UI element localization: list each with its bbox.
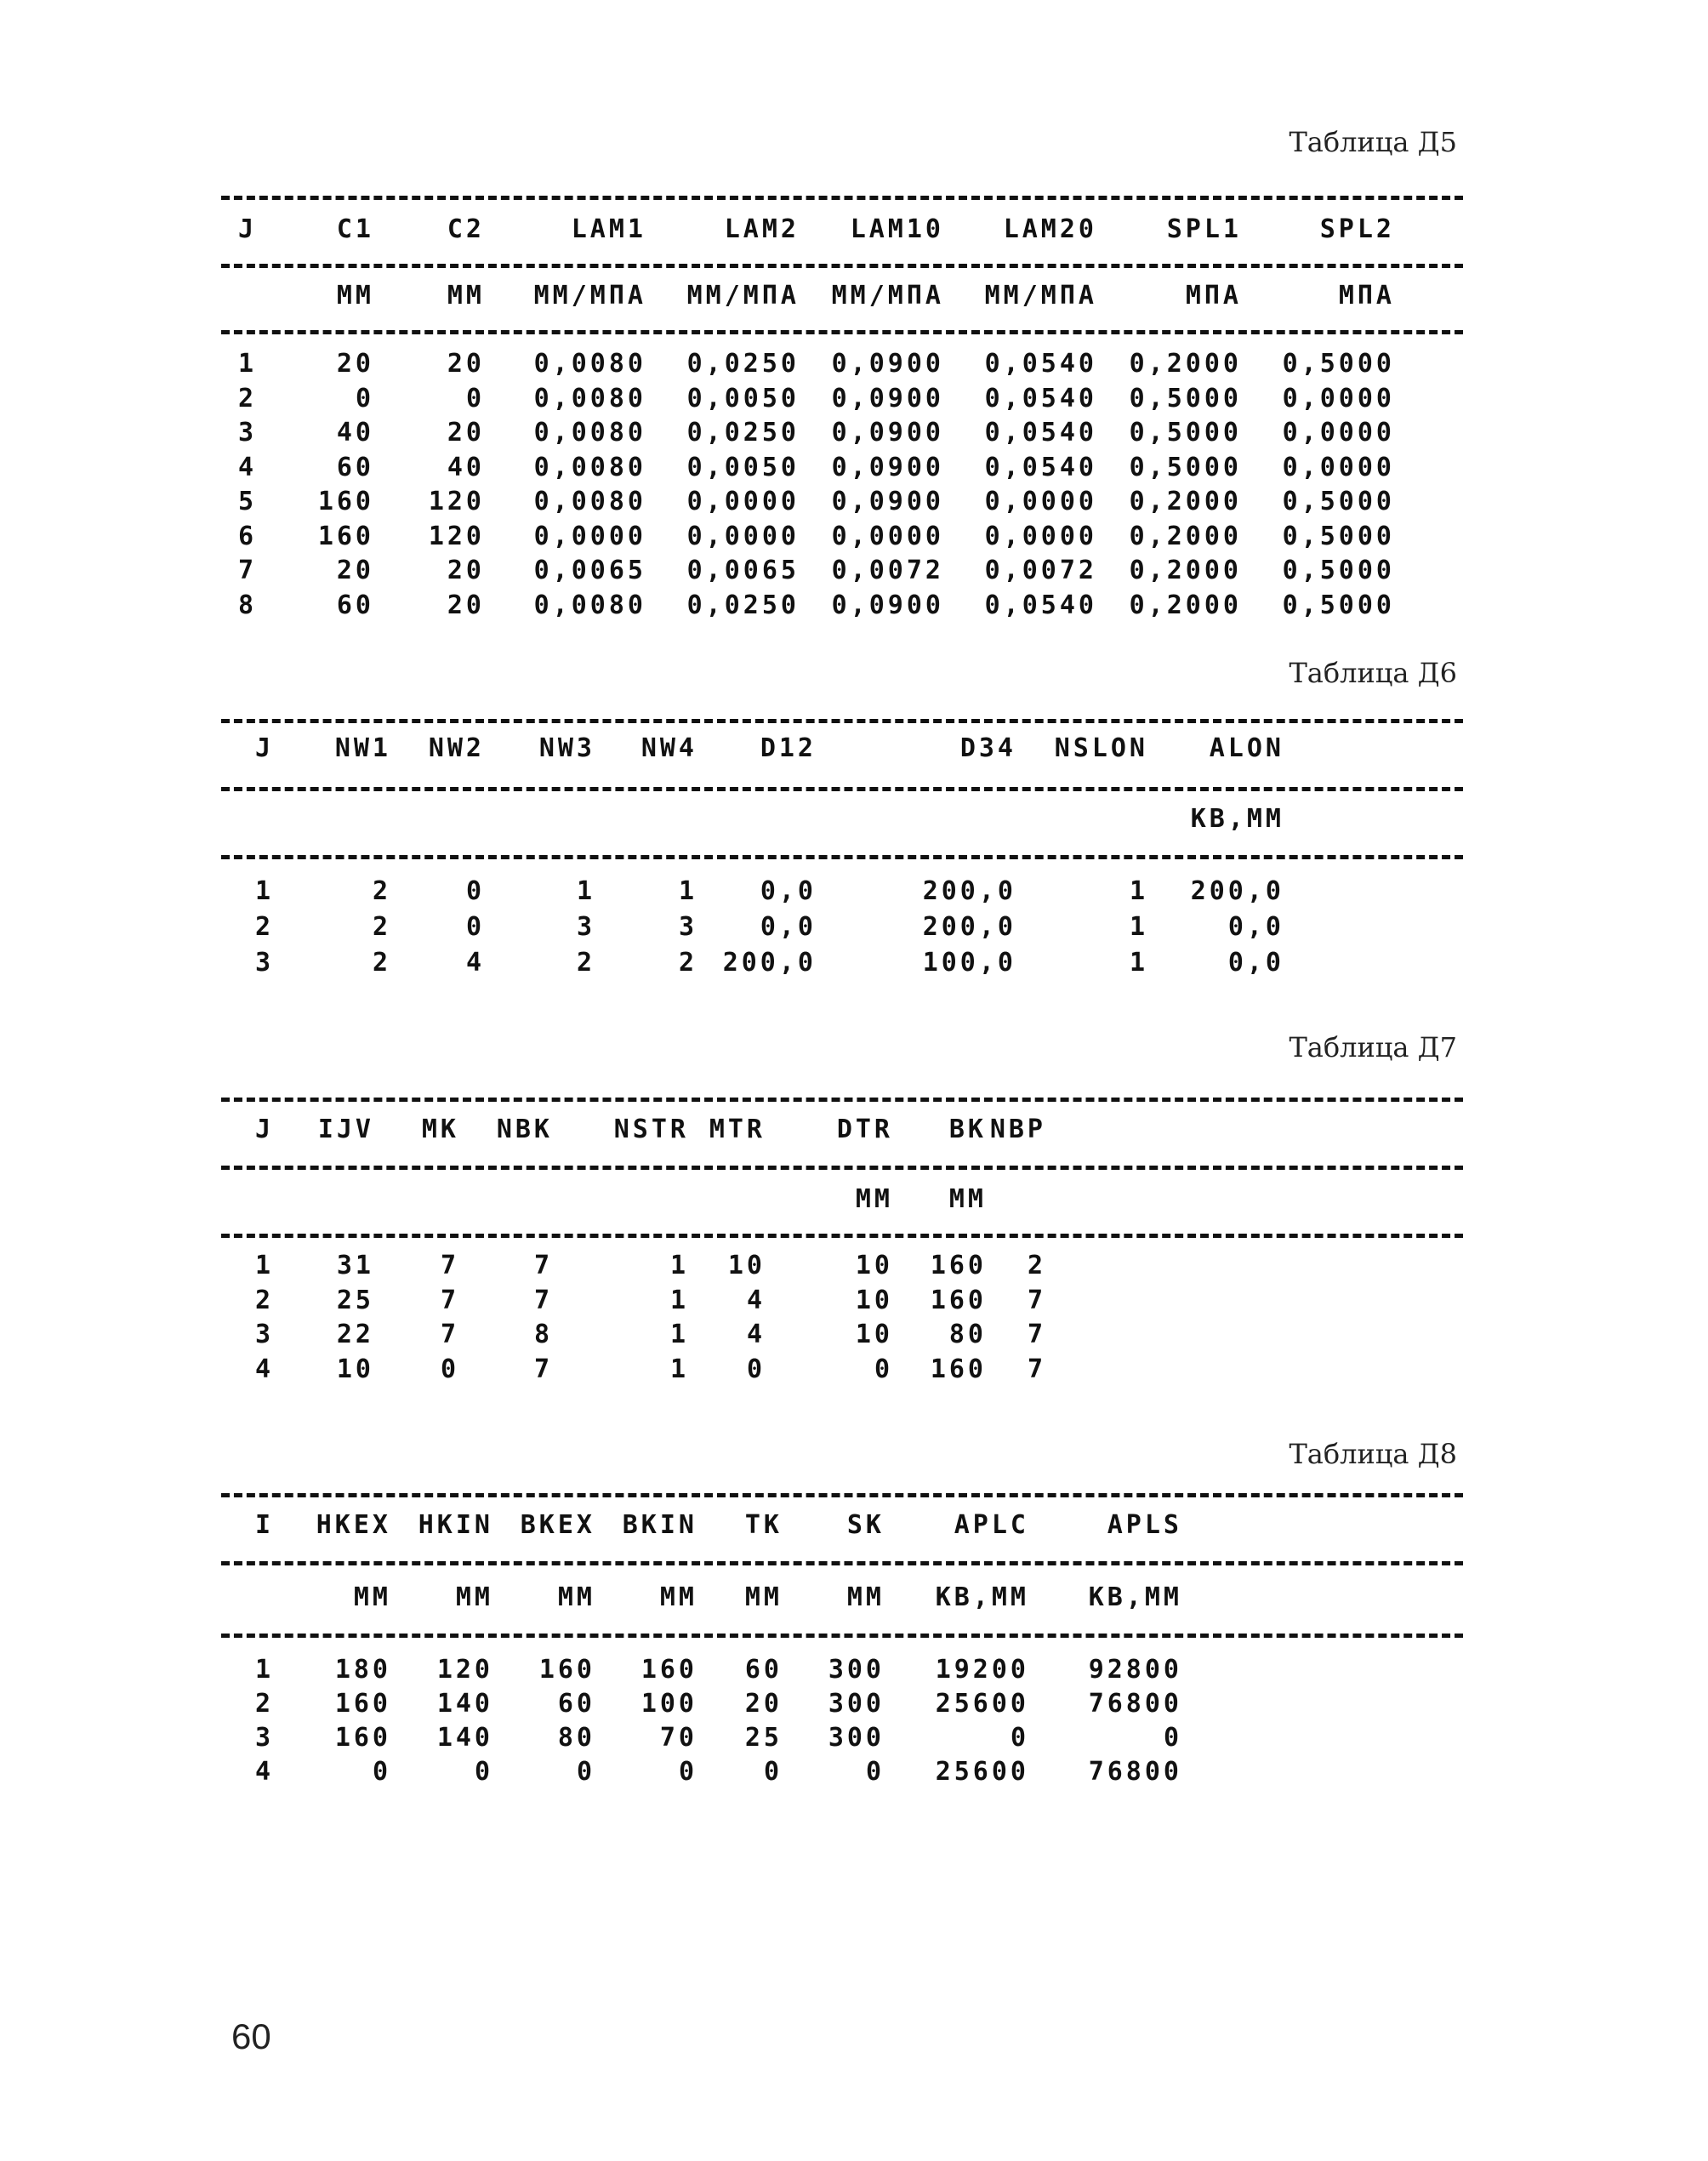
table-cell: 20: [447, 556, 485, 585]
column-unit: КВ,ММ: [1190, 804, 1284, 834]
table-cell: 0,0072: [984, 556, 1097, 585]
table-cell: 7: [440, 1320, 459, 1349]
row-index: 4: [255, 1757, 275, 1787]
table-cell: 0,0540: [984, 418, 1097, 448]
table-cell: 0: [465, 876, 485, 906]
table-cell: 31: [336, 1251, 374, 1280]
table-cell: 160: [930, 1354, 987, 1384]
column-header: BK: [948, 1115, 987, 1144]
table-cell: 0,0250: [686, 590, 800, 620]
table-cell: 0,0540: [984, 383, 1097, 413]
column-unit: ММ/МПА: [984, 281, 1097, 311]
table-cell: 4: [746, 1285, 766, 1315]
table-cell: 0,0080: [533, 349, 646, 379]
table-cell: 0,5000: [1282, 556, 1395, 585]
table-cell: 20: [336, 556, 374, 585]
table-cell: 0,2000: [1129, 556, 1242, 585]
column-header: APLS: [1107, 1510, 1182, 1540]
table-cell: 0,2000: [1129, 349, 1242, 379]
table-cell: 200,0: [922, 876, 1016, 906]
column-unit: ММ/МПА: [686, 281, 800, 311]
row-index: 8: [238, 590, 258, 620]
table-cell: 0,0: [1227, 948, 1284, 978]
table-cell: 160: [334, 1723, 391, 1753]
column-header: TK: [744, 1510, 783, 1540]
column-unit: КВ,ММ: [1088, 1582, 1182, 1612]
table-cell: 300: [828, 1723, 885, 1753]
column-header: DTR: [836, 1115, 893, 1144]
table-cell: 8: [533, 1320, 553, 1349]
column-header: NBP: [989, 1115, 1046, 1144]
column-header: D12: [760, 733, 817, 763]
column-header: NW2: [428, 733, 485, 763]
table-cell: 0: [576, 1757, 595, 1787]
table-cell: 0,0540: [984, 590, 1097, 620]
table-cell: 0,0: [1227, 912, 1284, 942]
table-cell: 7: [533, 1251, 553, 1280]
column-header: NSLON: [1054, 733, 1148, 763]
table-cell: 25600: [935, 1757, 1029, 1787]
column-header: J: [255, 733, 275, 763]
table-d6-caption: Таблица Д6: [1289, 657, 1457, 689]
column-unit: ММ: [447, 281, 485, 311]
table-cell: 7: [440, 1251, 459, 1280]
row-index: 5: [238, 487, 258, 516]
table-cell: 0,0050: [686, 452, 800, 482]
table-cell: 0,0000: [533, 521, 646, 551]
column-header: C2: [447, 214, 485, 244]
column-header: MTR: [709, 1115, 766, 1144]
table-cell: 0: [763, 1757, 783, 1787]
column-unit: ММ: [855, 1184, 893, 1214]
separator: [221, 1561, 1463, 1565]
column-header: MK: [421, 1115, 459, 1144]
table-cell: 1: [1129, 876, 1148, 906]
table-cell: 160: [640, 1655, 697, 1685]
column-header: LAM1: [571, 214, 646, 244]
table-cell: 1: [1129, 912, 1148, 942]
column-unit: ММ: [744, 1582, 783, 1612]
table-cell: 140: [436, 1689, 493, 1719]
table-cell: 10: [855, 1320, 893, 1349]
table-cell: 1: [669, 1354, 689, 1384]
column-header: NBK: [496, 1115, 553, 1144]
row-index: 3: [255, 1723, 275, 1753]
separator: [221, 787, 1463, 791]
table-cell: 300: [828, 1655, 885, 1685]
row-index: 2: [238, 383, 258, 413]
table-cell: 0,5000: [1282, 487, 1395, 516]
table-cell: 0,0900: [831, 452, 944, 482]
column-header: HKIN: [418, 1510, 493, 1540]
table-cell: 60: [336, 452, 374, 482]
table-cell: 0: [1163, 1723, 1182, 1753]
table-cell: 4: [746, 1320, 766, 1349]
table-cell: 0,0540: [984, 452, 1097, 482]
table-cell: 140: [436, 1723, 493, 1753]
column-unit: ММ: [659, 1582, 697, 1612]
column-header: LAM10: [850, 214, 944, 244]
table-cell: 0,5000: [1282, 590, 1395, 620]
row-index: 4: [238, 452, 258, 482]
column-header: C1: [336, 214, 374, 244]
table-cell: 0,0000: [831, 521, 944, 551]
row-index: 2: [255, 1285, 275, 1315]
separator: [221, 1493, 1463, 1497]
table-d8-caption: Таблица Д8: [1289, 1438, 1457, 1470]
table-cell: 22: [336, 1320, 374, 1349]
column-header: ALON: [1209, 733, 1284, 763]
table-cell: 20: [447, 418, 485, 448]
table-cell: 0,0900: [831, 418, 944, 448]
table-cell: 20: [447, 590, 485, 620]
table-cell: 0,0540: [984, 349, 1097, 379]
table-cell: 10: [727, 1251, 766, 1280]
column-header: I: [255, 1510, 275, 1540]
table-cell: 4: [465, 948, 485, 978]
table-cell: 92800: [1088, 1655, 1182, 1685]
table-cell: 40: [447, 452, 485, 482]
column-header: NW4: [640, 733, 697, 763]
table-cell: 0,0050: [686, 383, 800, 413]
column-unit: ММ: [336, 281, 374, 311]
table-cell: 0: [372, 1757, 391, 1787]
column-header: SPL2: [1319, 214, 1395, 244]
row-index: 1: [255, 876, 275, 906]
table-cell: 0,2000: [1129, 521, 1242, 551]
table-cell: 0,2000: [1129, 487, 1242, 516]
separator: [221, 719, 1463, 723]
table-cell: 60: [336, 590, 374, 620]
row-index: 2: [255, 1689, 275, 1719]
table-cell: 0: [440, 1354, 459, 1384]
table-cell: 0,5000: [1129, 383, 1242, 413]
row-index: 1: [255, 1251, 275, 1280]
column-header: SK: [846, 1510, 885, 1540]
table-cell: 0,0250: [686, 349, 800, 379]
table-cell: 160: [317, 487, 374, 516]
table-cell: 2: [372, 948, 391, 978]
row-index: 3: [255, 948, 275, 978]
table-cell: 70: [659, 1723, 697, 1753]
table-cell: 0: [1010, 1723, 1029, 1753]
row-index: 1: [255, 1655, 275, 1685]
table-cell: 1: [576, 876, 595, 906]
table-cell: 20: [744, 1689, 783, 1719]
separator: [221, 1166, 1463, 1170]
table-cell: 7: [1027, 1320, 1046, 1349]
table-cell: 0,0000: [686, 487, 800, 516]
table-cell: 0,0000: [984, 521, 1097, 551]
table-cell: 160: [317, 521, 374, 551]
table-cell: 7: [1027, 1354, 1046, 1384]
column-header: J: [238, 214, 258, 244]
row-index: 7: [238, 556, 258, 585]
table-cell: 7: [533, 1285, 553, 1315]
table-cell: 10: [855, 1251, 893, 1280]
column-unit: МПА: [1185, 281, 1242, 311]
column-header: APLC: [954, 1510, 1029, 1540]
table-cell: 0,0000: [1282, 452, 1395, 482]
table-cell: 300: [828, 1689, 885, 1719]
column-unit: ММ: [846, 1582, 885, 1612]
separator: [221, 1098, 1463, 1102]
table-cell: 0,0900: [831, 349, 944, 379]
table-cell: 2: [678, 948, 697, 978]
table-cell: 2: [372, 912, 391, 942]
table-cell: 1: [669, 1285, 689, 1315]
column-header: LAM20: [1003, 214, 1097, 244]
table-cell: 120: [428, 521, 485, 551]
column-unit: КВ,ММ: [935, 1582, 1029, 1612]
row-index: 3: [255, 1320, 275, 1349]
table-cell: 2: [576, 948, 595, 978]
table-cell: 0,0900: [831, 487, 944, 516]
table-cell: 0,0000: [686, 521, 800, 551]
column-unit: ММ: [455, 1582, 493, 1612]
table-cell: 3: [576, 912, 595, 942]
table-cell: 1: [1129, 948, 1148, 978]
separator: [221, 1634, 1463, 1638]
table-cell: 7: [533, 1354, 553, 1384]
table-cell: 160: [930, 1285, 987, 1315]
table-cell: 120: [428, 487, 485, 516]
table-cell: 200,0: [922, 912, 1016, 942]
table-cell: 2: [372, 876, 391, 906]
column-unit: ММ/МПА: [533, 281, 646, 311]
row-index: 2: [255, 912, 275, 942]
table-cell: 10: [336, 1354, 374, 1384]
table-cell: 7: [440, 1285, 459, 1315]
table-cell: 0,0: [760, 912, 817, 942]
table-cell: 19200: [935, 1655, 1029, 1685]
table-cell: 0,0080: [533, 383, 646, 413]
column-header: BKIN: [622, 1510, 697, 1540]
table-cell: 20: [447, 349, 485, 379]
row-index: 3: [238, 418, 258, 448]
table-cell: 0,5000: [1129, 452, 1242, 482]
table-cell: 180: [334, 1655, 391, 1685]
table-cell: 0,0900: [831, 383, 944, 413]
column-header: HKEX: [316, 1510, 391, 1540]
table-cell: 0: [474, 1757, 493, 1787]
separator: [221, 855, 1463, 859]
table-cell: 0: [465, 912, 485, 942]
row-index: 4: [255, 1354, 275, 1384]
table-cell: 7: [1027, 1285, 1046, 1315]
table-cell: 0,2000: [1129, 590, 1242, 620]
table-cell: 200,0: [722, 948, 817, 978]
separator: [221, 196, 1463, 200]
separator: [221, 1234, 1463, 1238]
table-cell: 0,0000: [1282, 383, 1395, 413]
table-d5-caption: Таблица Д5: [1289, 126, 1457, 158]
column-header: NW3: [538, 733, 595, 763]
column-unit: ММ/МПА: [831, 281, 944, 311]
table-cell: 80: [948, 1320, 987, 1349]
table-cell: 0: [865, 1757, 885, 1787]
table-cell: 0,0: [760, 876, 817, 906]
table-cell: 0,0072: [831, 556, 944, 585]
table-cell: 25: [336, 1285, 374, 1315]
table-cell: 0: [874, 1354, 893, 1384]
column-unit: МПА: [1338, 281, 1395, 311]
table-cell: 20: [336, 349, 374, 379]
table-cell: 2: [1027, 1251, 1046, 1280]
table-cell: 1: [678, 876, 697, 906]
row-index: 6: [238, 521, 258, 551]
column-unit: ММ: [948, 1184, 987, 1214]
table-cell: 0,0080: [533, 418, 646, 448]
table-cell: 0,0000: [984, 487, 1097, 516]
column-header: NSTR: [613, 1115, 689, 1144]
column-unit: ММ: [557, 1582, 595, 1612]
table-cell: 0,0000: [1282, 418, 1395, 448]
table-cell: 60: [744, 1655, 783, 1685]
table-cell: 0,5000: [1282, 349, 1395, 379]
table-cell: 0,5000: [1282, 521, 1395, 551]
table-cell: 120: [436, 1655, 493, 1685]
table-cell: 200,0: [1190, 876, 1284, 906]
table-cell: 0,0900: [831, 590, 944, 620]
table-cell: 0,0080: [533, 452, 646, 482]
table-cell: 10: [855, 1285, 893, 1315]
table-cell: 100,0: [922, 948, 1016, 978]
table-cell: 0,0080: [533, 487, 646, 516]
column-unit: ММ: [353, 1582, 391, 1612]
table-cell: 0: [746, 1354, 766, 1384]
column-header: LAM2: [724, 214, 800, 244]
column-header: D34: [959, 733, 1016, 763]
table-d7-caption: Таблица Д7: [1289, 1031, 1457, 1063]
table-cell: 100: [640, 1689, 697, 1719]
table-cell: 0: [355, 383, 374, 413]
table-cell: 1: [669, 1251, 689, 1280]
table-cell: 160: [930, 1251, 987, 1280]
table-cell: 0: [678, 1757, 697, 1787]
column-header: IJV: [317, 1115, 374, 1144]
table-cell: 0,0080: [533, 590, 646, 620]
column-header: SPL1: [1166, 214, 1242, 244]
table-cell: 25: [744, 1723, 783, 1753]
column-header: J: [255, 1115, 275, 1144]
table-cell: 160: [538, 1655, 595, 1685]
table-cell: 0,0065: [686, 556, 800, 585]
table-cell: 0,5000: [1129, 418, 1242, 448]
table-cell: 60: [557, 1689, 595, 1719]
table-cell: 160: [334, 1689, 391, 1719]
column-header: NW1: [334, 733, 391, 763]
table-cell: 3: [678, 912, 697, 942]
column-header: BKEX: [520, 1510, 595, 1540]
table-cell: 0,0065: [533, 556, 646, 585]
row-index: 1: [238, 349, 258, 379]
table-cell: 80: [557, 1723, 595, 1753]
table-cell: 25600: [935, 1689, 1029, 1719]
table-cell: 40: [336, 418, 374, 448]
table-cell: 0: [465, 383, 485, 413]
separator: [221, 264, 1463, 268]
separator: [221, 330, 1463, 334]
table-cell: 76800: [1088, 1757, 1182, 1787]
table-cell: 0,0250: [686, 418, 800, 448]
page-number: 60: [231, 2016, 271, 2056]
table-cell: 1: [669, 1320, 689, 1349]
table-cell: 76800: [1088, 1689, 1182, 1719]
